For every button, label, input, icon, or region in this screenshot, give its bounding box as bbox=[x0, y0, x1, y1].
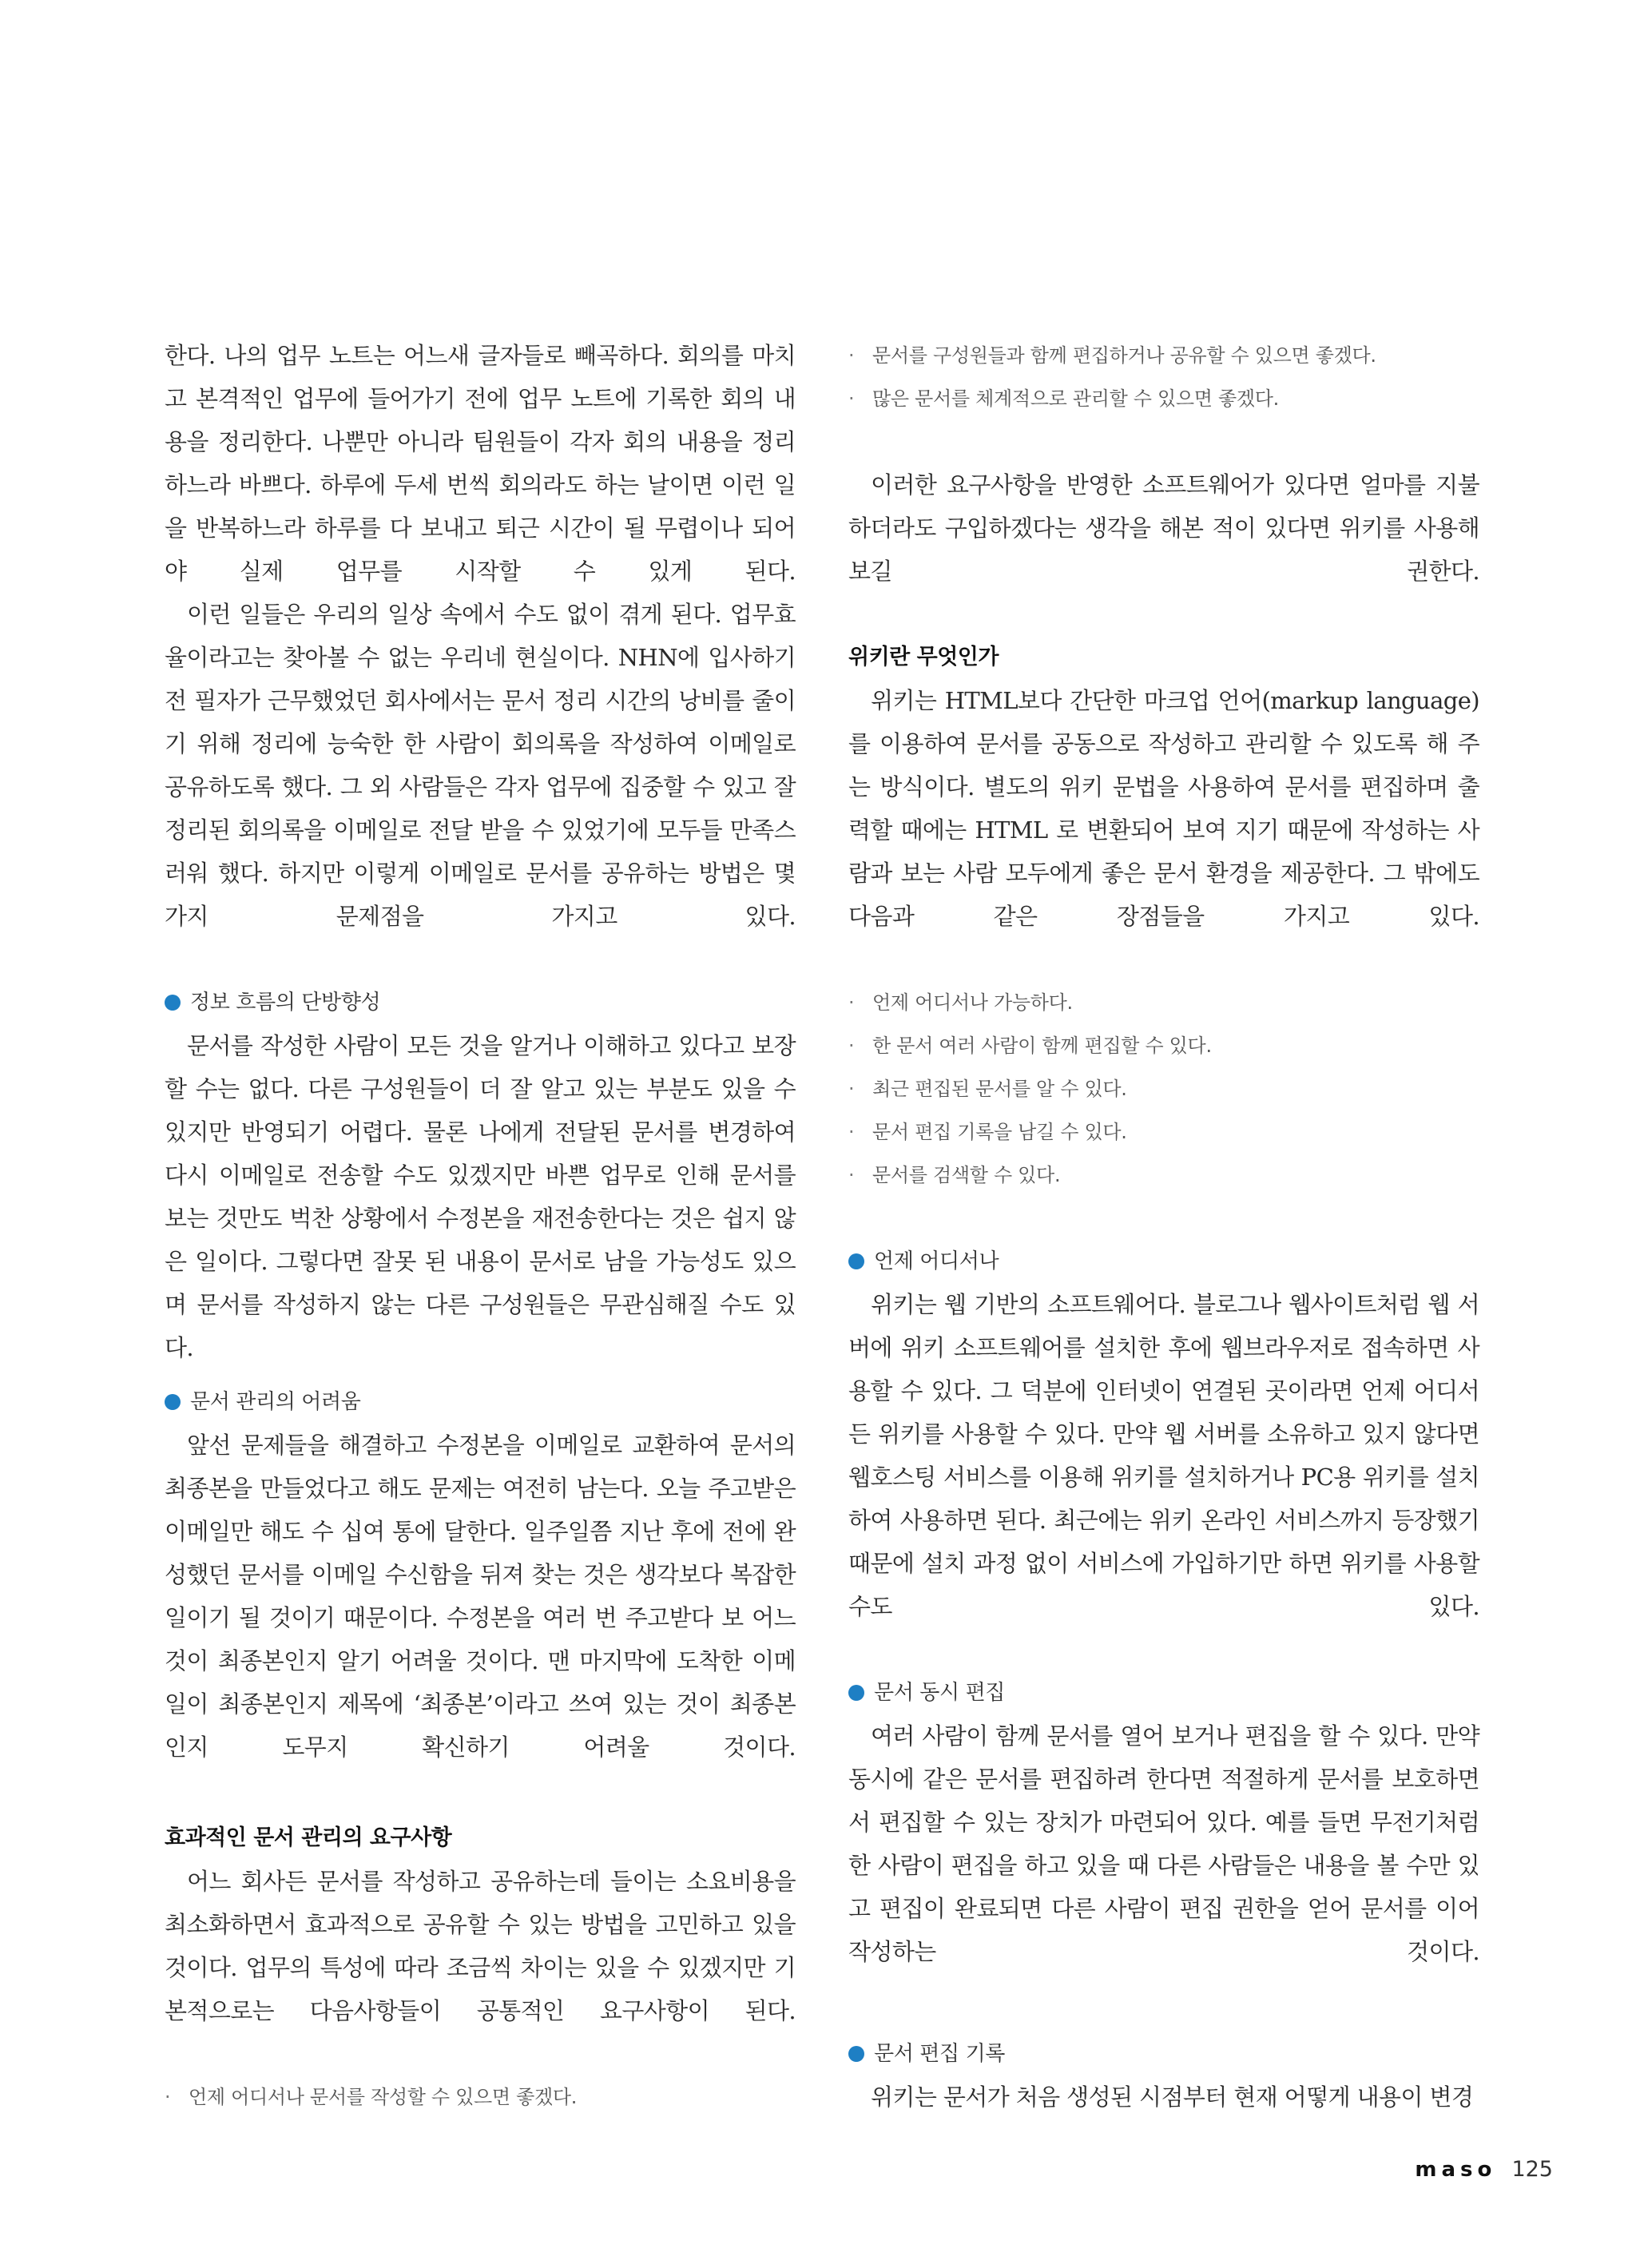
concurrent-editing-paragraph: 여러 사람이 함께 문서를 열어 보거나 편집을 할 수 있다. 만약 동시에 같은 문서를 편집하려 한다면 적절하게 문서를 보호하면서 편집할 수 있는 장치가 마련되어 있다. 예를 들면 무전기처럼 한 사람이 편집을 하고 있을 때 다른 사람들은 내용을 볼 수만 있고 편집이 완료되면 다른 사람이 편집 권한을 얻어 문서를 이어 작성하는 것이다. bbox=[848, 1722, 1479, 1965]
magazine-brand: maso bbox=[1415, 2158, 1497, 2182]
list-item: · 최근 편집된 문서를 알 수 있다. bbox=[848, 1078, 1127, 1100]
list-item: · 한 문서 여러 사람이 함께 편집할 수 있다. bbox=[848, 1035, 1212, 1057]
anywhere-paragraph: 위키는 웹 기반의 소프트웨어다. 블로그나 웹사이트처럼 웹 서버에 위키 소프트웨어를 설치한 후에 웹브라우저로 접속하면 사용할 수 있다. 그 덕분에 인터넷이 연결된 곳이라면 언제 어디서든 위키를 사용할 수 있다. 만약 웹 서버를 소유하고 있지 않다면 웹호스팅 서비스를 이용해 위키를 설치하거나 PC용 위키를 설치하여 사용하면 된다. 최근에는 위키 온라인 서비스까지 등장했기 때문에 설치 과정 없이 서비스에 가입하기만 하면 위키를 사용할 수도 있다. bbox=[848, 1291, 1479, 1620]
software-paragraph: 이러한 요구사항을 반영한 소프트웨어가 있다면 얼마를 지불하더라도 구입하겠다는 생각을 해본 적이 있다면 위키를 사용해 보길 권한다. bbox=[848, 471, 1479, 585]
subheading-edit-history: 문서 편집 기록 bbox=[848, 2032, 1005, 2075]
blue-bullet-icon bbox=[848, 1253, 864, 1269]
page-number: 125 bbox=[1511, 2157, 1553, 2182]
one-way-flow-paragraph: 문서를 작성한 사람이 모든 것을 알거나 이해하고 있다고 보장할 수는 없다. 다른 구성원들이 더 잘 알고 있는 부분도 있을 수 있지만 반영되기 어렵다. 물론 나에게 전달된 문서를 변경하여 다시 이메일로 전송할 수도 있겠지만 바쁜 업무로 인해 문서를 보는 것만도 벅찬 상황에서 수정본을 재전송한다는 것은 쉽지 않은 일이다. 그렇다면 잘못 된 내용이 문서로 남을 가능성도 있으며 문서를 작성하지 않는 다른 구성원들은 무관심해질 수도 있다. bbox=[165, 1032, 796, 1361]
blue-bullet-icon bbox=[165, 995, 181, 1011]
list-item: · 언제 어디서나 문서를 작성할 수 있으면 좋겠다. bbox=[165, 2086, 578, 2108]
blue-bullet-icon bbox=[848, 1685, 864, 1701]
subheading-anywhere: 언제 어디서나 bbox=[848, 1240, 999, 1283]
list-item: · 언제 어디서나 가능하다. bbox=[848, 991, 1073, 1014]
heading-what-is-wiki: 위키란 무엇인가 bbox=[848, 645, 999, 669]
list-item: · 많은 문서를 체계적으로 관리할 수 있으면 좋겠다. bbox=[848, 387, 1279, 410]
subheading-management-difficulty: 문서 관리의 어려움 bbox=[165, 1380, 360, 1424]
requirements-paragraph: 어느 회사든 문서를 작성하고 공유하는데 들이는 소요비용을 최소화하면서 효과적으로 공유할 수 있는 방법을 고민하고 있을 것이다. 업무의 특성에 따라 조금씩 차이는 있을 수 있겠지만 기본적으로는 다음사항들이 공통적인 요구사항이 된다. bbox=[165, 1868, 796, 2024]
subheading-one-way-flow: 정보 흐름의 단방향성 bbox=[165, 981, 380, 1024]
heading-requirements: 효과적인 문서 관리의 요구사항 bbox=[165, 1825, 452, 1850]
list-item: · 문서를 검색할 수 있다. bbox=[848, 1164, 1061, 1186]
list-item: · 문서를 구성원들과 함께 편집하거나 공유할 수 있으면 좋겠다. bbox=[848, 344, 1376, 367]
intro-paragraph: 한다. 나의 업무 노트는 어느새 글자들로 빼곡하다. 회의를 마치고 본격적인 업무에 들어가기 전에 업무 노트에 기록한 회의 내용을 정리한다. 나뿐만 아니라 팀원들이 각자 회의 내용을 정리하느라 바쁘다. 하루에 두세 번씩 회의라도 하는 날이면 이런 일을 반복하느라 하루를 다 보내고 퇴근 시간이 될 무렵이나 되어야 실제 업무를 시작할 수 있게 된다. bbox=[165, 342, 796, 585]
page-footer bbox=[1415, 2157, 1553, 2182]
edit-history-paragraph: 위키는 문서가 처음 생성된 시점부터 현재 어떻게 내용이 변경 bbox=[871, 2083, 1474, 2111]
list-item: · 문서 편집 기록을 남길 수 있다. bbox=[848, 1121, 1127, 1143]
daily-life-paragraph: 이런 일들은 우리의 일상 속에서 수도 없이 겪게 된다. 업무효율이라고는 찾아볼 수 없는 우리네 현실이다. NHN에 입사하기 전 필자가 근무했었던 회사에서는 문서 정리 시간의 낭비를 줄이기 위해 정리에 능숙한 한 사람이 회의록을 작성하여 이메일로 공유하도록 했다. 그 외 사람들은 각자 업무에 집중할 수 있고 잘 정리된 회의록을 이메일로 전달 받을 수 있었기에 모두들 만족스러워 했다. 하지만 이렇게 이메일로 문서를 공유하는 방법은 몇 가지 문제점을 가지고 있다. bbox=[165, 601, 796, 930]
blue-bullet-icon bbox=[848, 2046, 864, 2062]
blue-bullet-icon bbox=[165, 1394, 181, 1410]
wiki-paragraph: 위키는 HTML보다 간단한 마크업 언어(markup language)를 이용하여 문서를 공동으로 작성하고 관리할 수 있도록 해 주는 방식이다. 별도의 위키 문법을 사용하여 문서를 편집하며 출력할 때에는 HTML 로 변환되어 보여 지기 때문에 작성하는 사람과 보는 사람 모두에게 좋은 문서 환경을 제공한다. 그 밖에도 다음과 같은 장점들을 가지고 있다. bbox=[848, 687, 1479, 930]
subheading-concurrent-editing: 문서 동시 편집 bbox=[848, 1671, 1005, 1714]
management-difficulty-paragraph: 앞선 문제들을 해결하고 수정본을 이메일로 교환하여 문서의 최종본을 만들었다고 해도 문제는 여전히 남는다. 오늘 주고받은 이메일만 해도 수 십여 통에 달한다. 일주일쯤 지난 후에 전에 완성했던 문서를 이메일 수신함을 뒤져 찾는 것은 생각보다 복잡한 일이기 될 것이기 때문이다. 수정본을 여러 번 주고받다 보 어느 것이 최종본인지 알기 어려울 것이다. 맨 마지막에 도착한 이메일이 최종본인지 제목에 ‘최종본’이라고 쓰여 있는 것이 최종본인지 도무지 확신하기 어려울 것이다. bbox=[165, 1432, 796, 1761]
